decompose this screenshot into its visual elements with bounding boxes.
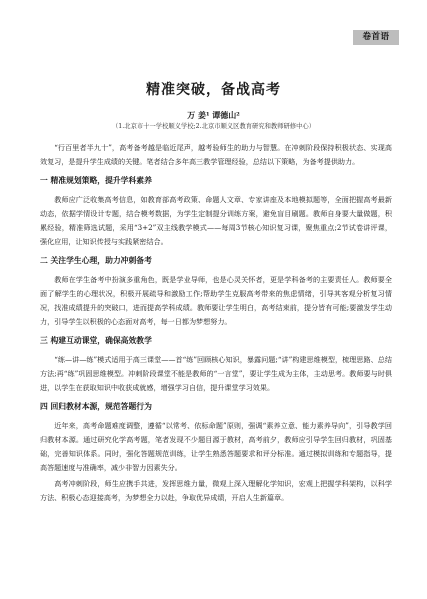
conclusion-paragraph: 高考冲刺阶段，师生应携手共进，发挥思维力量，微观上深入理解化学知识，宏观上把握学科架构，以科学方法、积极心态迎接高考，为梦想全力以赴，争取优异成绩，开启人生新篇章。 bbox=[40, 479, 392, 502]
intro-paragraph: “行百里者半九十”，高考备考越是临近尾声，越考验师生的助力与智慧。在冲刺阶段保持积极状态、实现高效复习，是提升学生成绩的关键。笔者结合多年高三教学管理经验，总结以下策略，为备考提供助力。 bbox=[40, 143, 392, 166]
article-title: 精准突破，备战高考 bbox=[146, 82, 281, 98]
section-heading: 四 回归教材本源，规范答题行为 bbox=[40, 402, 152, 411]
column-tag: 卷首语 bbox=[353, 30, 399, 45]
section-heading: 三 构建互动课堂，确保高效教学 bbox=[40, 336, 152, 345]
section-heading: 一 精准规划策略，提升学科素养 bbox=[40, 176, 152, 185]
body-paragraph: 教师在学生备考中扮演多重角色，既是学业导师，也是心灵关怀者，更是学科备考的主要责任人。教师要全面了解学生的心理状况，积极开展疏导和激励工作;帮助学生克服高考带来的焦虑情绪，引导其客观分析复习情况，找准成绩提升的突破口，进而提高学科成绩。教师要让学生明白，高考结束前，提分皆有可能;要激发学生动力，引导学生以积极的心态面对高考，每一日都为梦想努力。 bbox=[40, 275, 392, 326]
author-affiliation: （1.北京市十一学校顺义学校;2.北京市顺义区教育研究和教师研修中心） bbox=[111, 123, 316, 130]
article-body bbox=[40, 141, 392, 507]
body-paragraph: 近年来，高考命题难度调整，遵循“以常考、依标命题”原则，强调“素养立意、能力素养导向”，引导教学回归教材本源。通过研究化学高考题，笔者发现不少题目源于教材，高考前夕，教师应引导学生回归教材，巩固基础，完善知识体系。同时，强化答题规范训练，让学生熟悉答题要求和评分标准。通过模拟训练和专题指导，提高答题速度与准确率，减少非智力因素失分。 bbox=[40, 421, 392, 472]
section-heading: 二 关注学生心理，助力冲刺备考 bbox=[40, 256, 152, 265]
article-authors: 万 姜¹ 谭德山² bbox=[187, 110, 240, 120]
body-paragraph: “练—讲—练”模式适用于高三课堂——首“练”回顾核心知识，暴露问题;“讲”构建思维模型，梳理思路、总结方法;再“练”巩固思维模型。冲刺阶段课堂不能是教师的“一言堂”，要让学生成为主体，主动思考。教师要与时俱进，以学生在获取知识中收获成就感，增强学习自信，提升课堂学习效果。 bbox=[40, 355, 392, 392]
body-paragraph: 教师应广泛收集高考信息，如教育部高考政策、命题人文章、专家讲座及本地模拟题等，全面把握高考最新动态，依据学情设计专题，结合模考数据，为学生定制提分训练方案，避免盲目刷题。教师自身要大量做题，积累经验，精准筛选试题，采用“3+2”双主线教学模式——每周3节核心知识复习课，聚焦重点;2节试卷讲评课，强化应用，让知识传授与实践紧密结合。 bbox=[40, 195, 392, 246]
